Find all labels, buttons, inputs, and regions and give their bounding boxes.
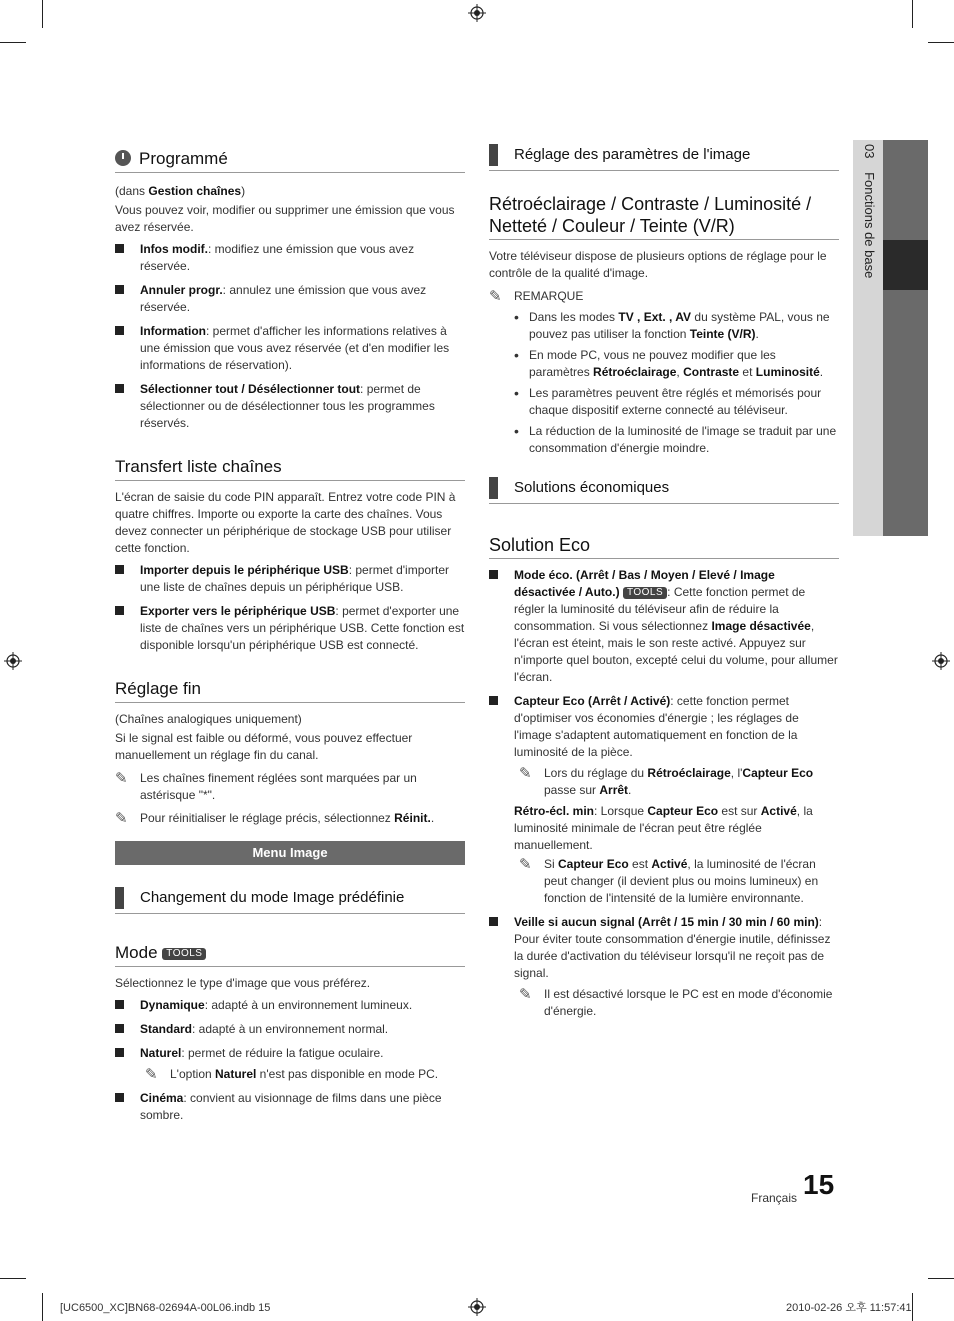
transfert-intro: L'écran de saisie du code PIN apparaît. Entrez votre code PIN à quatre chiffres. Importe ou exporte la carte des chaînes. Vous devez connecter un périphérique de stockage USB pour utiliser cette fonction. (115, 490, 456, 555)
note: ✎ Il est désactivé lorsque le PC est en mode d'économie d'énergie. (519, 986, 833, 1018)
bullet-item: • En mode PC, vous ne pouvez modifier que les paramètres Rétroéclairage, Contraste et Luminosité. (514, 347, 824, 379)
retro-ecl-min: Rétro-écl. min: Lorsque Capteur Eco est sur Activé, la luminosité minimale de l'écran peut être réglée manuellement. (514, 804, 813, 852)
tools-icon: TOOLS (623, 587, 667, 599)
programme-intro: Vous pouvez voir, modifier ou supprimer une émission que vous avez réservée. (115, 203, 455, 234)
menu-image-banner: Menu Image (115, 841, 465, 865)
programme-context: (dans Gestion chaînes) (115, 184, 246, 198)
page-number: 15 (803, 1169, 835, 1200)
retro-intro: Votre téléviseur dispose de plusieurs options de réglage pour le contrôle de la qualité d'image. (489, 249, 827, 280)
footer-language: Français (751, 1191, 798, 1205)
right-column (489, 142, 839, 1020)
crop-mark (928, 42, 954, 43)
bullet-item: • La réduction de la luminosité de l'image se traduit par une consommation d'énergie moindre. (514, 423, 837, 455)
crop-mark (928, 1278, 954, 1279)
list-item: Importer depuis le périphérique USB: permet d'importer une liste de chaînes depuis un périphérique USB. (115, 562, 465, 596)
remarque-label: ✎ REMARQUE (489, 288, 584, 305)
list-item: Mode éco. (Arrêt / Bas / Moyen / Elevé / Image désactivée / Auto.) TOOLS : Cette fonction permet de régler la luminosité du téléviseur afin de réduire la consommation. Si vous sélectionnez Image désactivée, l'écran est éteint, mais le son reste activé. Appuyez sur n'importe quel bouton, excepté celui du volume, pour allumer l'écran. (489, 567, 839, 686)
crop-mark (912, 0, 913, 28)
chapter-number: 03 (862, 144, 877, 159)
pencil-icon: ✎ (519, 856, 532, 873)
crop-mark (42, 0, 43, 28)
pencil-icon: ✎ (519, 986, 532, 1003)
reglage-fin-heading: Réglage fin (115, 678, 465, 703)
changement-heading: Changement du mode Image prédéfinie (115, 885, 465, 914)
reglage-params-heading: Réglage des paramètres de l'image (489, 142, 839, 171)
registration-mark-icon (468, 1298, 486, 1316)
registration-mark-icon (932, 652, 950, 670)
list-item: Cinéma: convient au visionnage de films dans une pièce sombre. (115, 1090, 465, 1124)
crop-mark (0, 42, 26, 43)
programme-heading: Programmé (115, 148, 465, 173)
chapter-title: Fonctions de base (862, 172, 877, 279)
list-item: Dynamique: adapté à un environnement lumineux. (115, 997, 465, 1014)
list-item: Capteur Eco (Arrêt / Activé): cette fonction permet d'optimiser vos économies d'énergie ; les réglages de l'image s'adaptent automatiquement en fonction de la luminosité de la pièce. (489, 693, 839, 761)
pencil-icon: ✎ (145, 1066, 158, 1083)
solutions-heading: Solutions économiques (489, 475, 839, 504)
list-item: Naturel: permet de réduire la fatigue oculaire. (115, 1045, 465, 1062)
footer-file: [UC6500_XC]BN68-02694A-00L06.indb 15 (60, 1302, 271, 1314)
note: ✎ Les chaînes finement réglées sont marquées par un astérisque "*". (115, 770, 417, 802)
list-item: Infos modif.: modifiez une émission que vous avez réservée. (115, 241, 465, 275)
registration-mark-icon (468, 4, 486, 22)
note: ✎ Si Capteur Eco est Activé, la luminosité de l'écran peut changer (il devient plus ou moins lumineux) en fonction de l'intensité de la lumière environnante. (519, 856, 819, 905)
clock-icon (115, 150, 131, 166)
footer-date: 2010-02-26 오후 11:57:41 (786, 1302, 912, 1314)
side-tab-dark (883, 140, 928, 536)
crop-mark (912, 1293, 913, 1321)
note: ✎ Pour réinitialiser le réglage précis, sélectionnez Réinit.. (115, 810, 435, 827)
list-item: Information: permet d'afficher les informations relatives à une émission que vous avez réservée (et d'en modifier les informations de réservation). (115, 323, 465, 374)
reglage-fin-intro: Si le signal est faible ou déformé, vous pouvez effectuer manuellement un réglage fin du canal. (115, 731, 413, 762)
list-item: Exporter vers le périphérique USB: permet d'exporter une liste de chaînes vers un périphérique USB. Cette fonction est disponible lorsqu'un périphérique USB est connecté. (115, 603, 465, 654)
mode-intro: Sélectionnez le type d'image que vous préférez. (115, 976, 371, 990)
note: ✎ Lors du réglage du Rétroéclairage, l'Capteur Eco passe sur Arrêt. (519, 765, 814, 797)
list-item: Standard: adapté à un environnement normal. (115, 1021, 465, 1038)
list-item: Sélectionner tout / Désélectionner tout: permet de sélectionner ou de désélectionner tous les programmes réservés. (115, 381, 465, 432)
crop-mark (42, 1293, 43, 1321)
mode-heading: Mode TOOLS (115, 942, 465, 967)
list-item: Annuler progr.: annulez une émission que vous avez réservée. (115, 282, 465, 316)
pencil-icon: ✎ (519, 765, 532, 782)
left-column (115, 148, 465, 1124)
side-tab-marker (883, 240, 928, 290)
transfert-heading: Transfert liste chaînes (115, 456, 465, 481)
retro-heading: Rétroéclairage / Contraste / Luminosité / Netteté / Couleur / Teinte (V/R) (489, 193, 839, 240)
registration-mark-icon (4, 652, 22, 670)
reglage-fin-context: (Chaînes analogiques uniquement) (115, 712, 302, 726)
bullet-item: • Dans les modes TV , Ext. , AV du système PAL, vous ne pouvez pas utiliser la fonction Teinte (V/R). (514, 309, 830, 341)
eco-heading: Solution Eco (489, 534, 839, 559)
tools-icon: TOOLS (162, 948, 206, 960)
pencil-icon: ✎ (115, 770, 128, 787)
crop-mark (0, 1278, 26, 1279)
bullet-item: • Les paramètres peuvent être réglés et mémorisés pour chaque dispositif externe connecté au téléviseur. (514, 385, 822, 417)
chapter-label (858, 144, 878, 304)
pencil-icon: ✎ (115, 810, 128, 827)
list-item: Veille si aucun signal (Arrêt / 15 min / 30 min / 60 min): Pour éviter toute consommation d'énergie inutile, définissez la durée d'activation du téléviseur lorsqu'il ne reçoit pas de signal. (489, 914, 839, 982)
note: ✎ L'option Naturel n'est pas disponible en mode PC. (145, 1066, 439, 1083)
pencil-icon: ✎ (489, 288, 502, 305)
